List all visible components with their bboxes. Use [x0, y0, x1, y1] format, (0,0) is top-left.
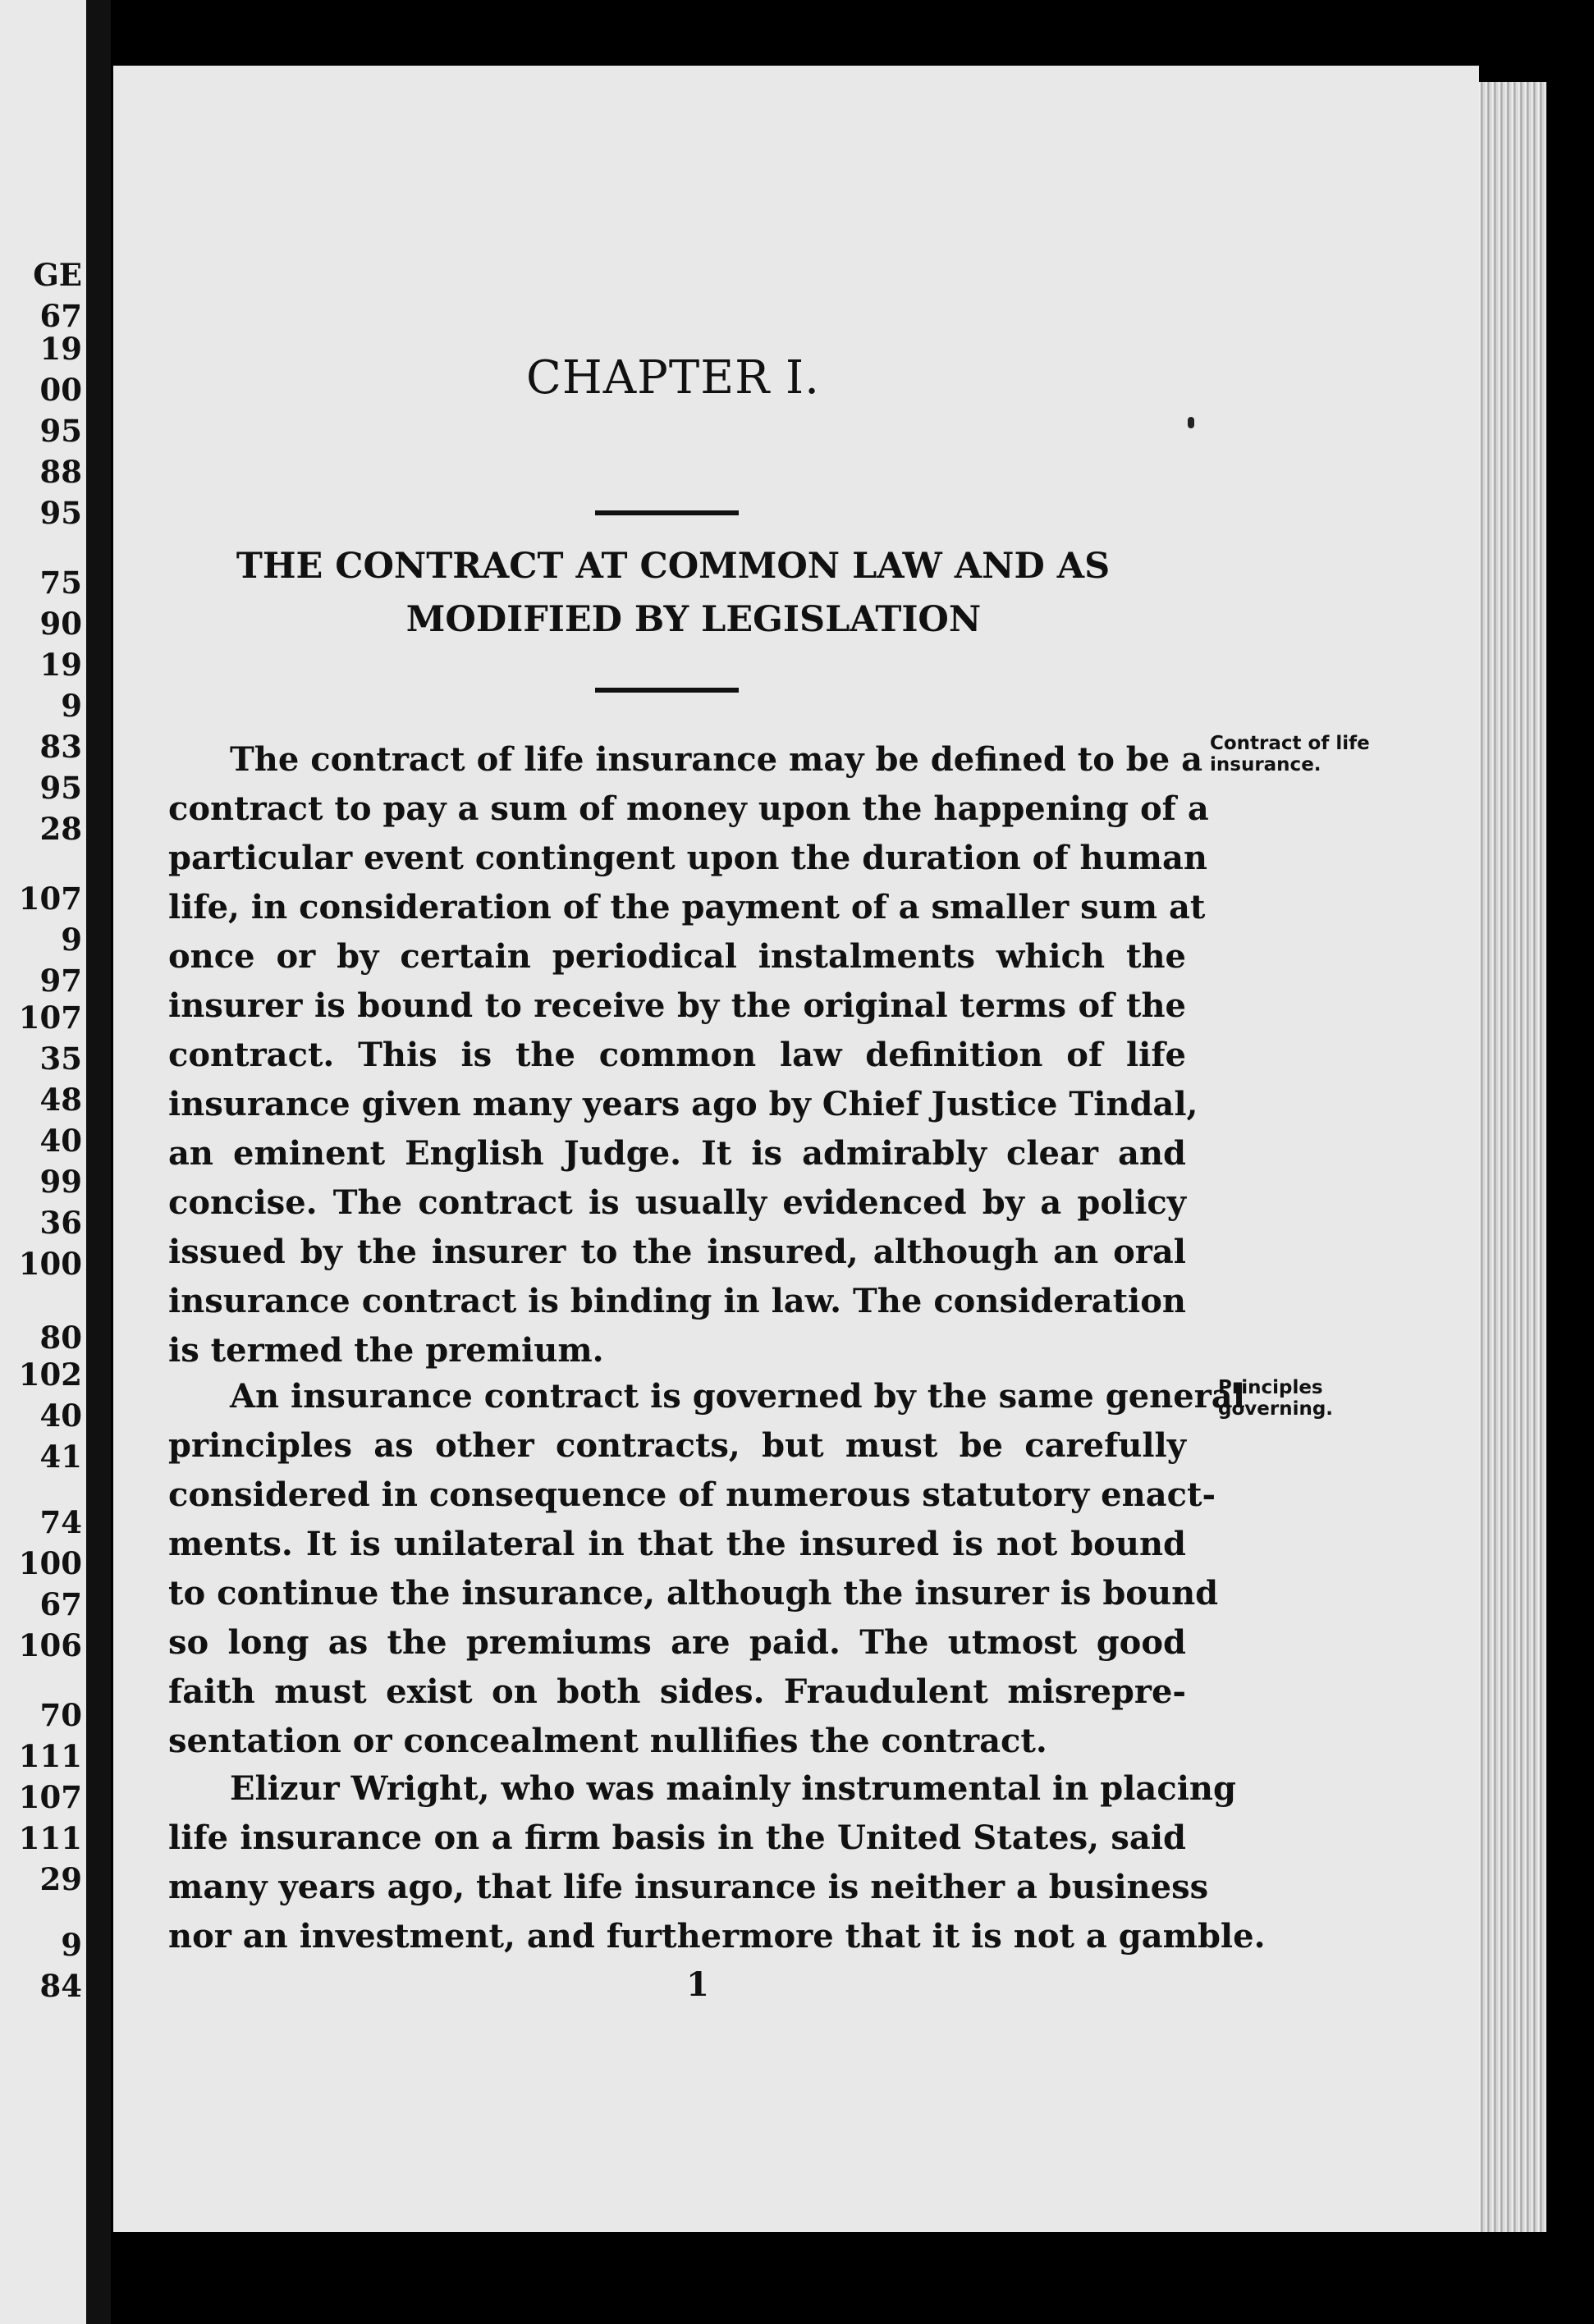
text-line: An insurance contract is governed by the same general [230, 1377, 1245, 1416]
facing-page-number: 35 [39, 1041, 82, 1077]
book-gutter [86, 0, 111, 2324]
text-line: ments. It is unilateral in that the insured is not bound [168, 1525, 1186, 1563]
facing-page-number: GE [33, 257, 82, 293]
sidenote-line: insurance. [1210, 754, 1321, 775]
text-line: nor an investment, and furthermore that it is not a gamble. [168, 1917, 1266, 1956]
facing-page-number: 95 [39, 413, 82, 449]
text-line: insurance given many years ago by Chief Justice Tindal, [168, 1085, 1198, 1123]
chapter-heading: CHAPTER I. [526, 351, 820, 405]
facing-page-number: 107 [18, 1779, 82, 1815]
text-line: Elizur Wright, who was mainly instrumental in placing [230, 1769, 1236, 1808]
text-line: many years ago, that life insurance is neither a business [168, 1868, 1209, 1906]
text-line: contract to pay a sum of money upon the happening of a [168, 789, 1209, 828]
facing-page-number: 97 [39, 963, 82, 999]
text-line: insurance contract is binding in law. The consideration [168, 1282, 1186, 1320]
facing-page-number: 95 [39, 495, 82, 531]
facing-page-number: 29 [39, 1861, 82, 1897]
heading-rule-top [595, 510, 739, 515]
facing-page-number: 67 [39, 298, 82, 334]
text-line: faith must exist on both sides. Fraudulent misrepre- [168, 1672, 1186, 1711]
text-line: insurer is bound to receive by the original terms of the [168, 986, 1186, 1025]
heading-rule-bottom [595, 688, 739, 693]
text-line: sentation or concealment nullifies the contract. [168, 1722, 1047, 1760]
facing-page-number: 100 [18, 1246, 82, 1282]
facing-page-number: 19 [39, 647, 82, 683]
facing-page-number: 90 [39, 606, 82, 642]
facing-page-number: 70 [39, 1697, 82, 1733]
text-line: The contract of life insurance may be defined to be a [230, 740, 1203, 779]
text-line: to continue the insurance, although the insurer is bound [168, 1574, 1219, 1613]
facing-page-number: 100 [18, 1545, 82, 1581]
text-line: life, in consideration of the payment of a smaller sum at [168, 888, 1206, 926]
facing-page-number: 95 [39, 770, 82, 806]
facing-page-number: 74 [39, 1504, 82, 1540]
sidenote-line: Contract of life [1210, 733, 1370, 754]
facing-page-number: 111 [18, 1820, 82, 1856]
facing-page-number: 84 [39, 1968, 82, 2004]
facing-page-number: 106 [18, 1627, 82, 1663]
facing-page-number: 9 [61, 688, 82, 724]
facing-page-number: 107 [18, 1000, 82, 1036]
text-line: once or by certain periodical instalments which the [168, 937, 1186, 976]
text-line: principles as other contracts, but must be carefully [168, 1426, 1186, 1465]
facing-page-number: 40 [39, 1123, 82, 1159]
page-number: 1 [686, 1965, 709, 2004]
text-line: so long as the premiums are paid. The utmost good [168, 1623, 1186, 1662]
facing-page-number: 99 [39, 1164, 82, 1200]
facing-page-number: 107 [18, 881, 82, 917]
sidenote-line: Principles [1218, 1377, 1323, 1398]
text-line: an eminent English Judge. It is admirably clear and [168, 1134, 1186, 1173]
ink-speck [1188, 417, 1194, 428]
sidenote-principles [1218, 1377, 1333, 1420]
text-line: is termed the premium. [168, 1331, 604, 1370]
facing-page-number: 19 [39, 331, 82, 367]
text-line: particular event contingent upon the duration of human [168, 839, 1207, 877]
chapter-title-line-2: MODIFIED BY LEGISLATION [405, 599, 982, 640]
facing-page-number: 88 [39, 454, 82, 490]
facing-page-number: 67 [39, 1586, 82, 1622]
facing-page-number: 28 [39, 811, 82, 847]
sidenote-line: governing. [1218, 1398, 1334, 1420]
text-line: concise. The contract is usually evidenced by a policy [168, 1183, 1186, 1222]
facing-page-number: 111 [18, 1738, 82, 1774]
sidenote-contract [1210, 733, 1370, 775]
facing-page-number: 83 [39, 729, 82, 765]
text-line: considered in consequence of numerous statutory enact- [168, 1475, 1216, 1514]
chapter-title-line-1: THE CONTRACT AT COMMON LAW AND AS [236, 546, 1111, 587]
text-line: issued by the insurer to the insured, although an oral [168, 1233, 1186, 1271]
text-line: contract. This is the common law definition of life [168, 1036, 1186, 1074]
facing-page-number: 75 [39, 565, 82, 601]
facing-page-number: 40 [39, 1398, 82, 1434]
facing-page-number: 80 [39, 1320, 82, 1356]
facing-page-number: 41 [39, 1439, 82, 1475]
text-line: life insurance on a firm basis in the United States, said [168, 1818, 1186, 1857]
facing-page-number: 00 [39, 372, 82, 408]
facing-page-number: 36 [39, 1205, 82, 1241]
facing-page-number: 48 [39, 1082, 82, 1118]
facing-page-number: 9 [61, 1927, 82, 1963]
facing-page-number: 9 [61, 922, 82, 958]
facing-page-number: 102 [18, 1356, 82, 1393]
